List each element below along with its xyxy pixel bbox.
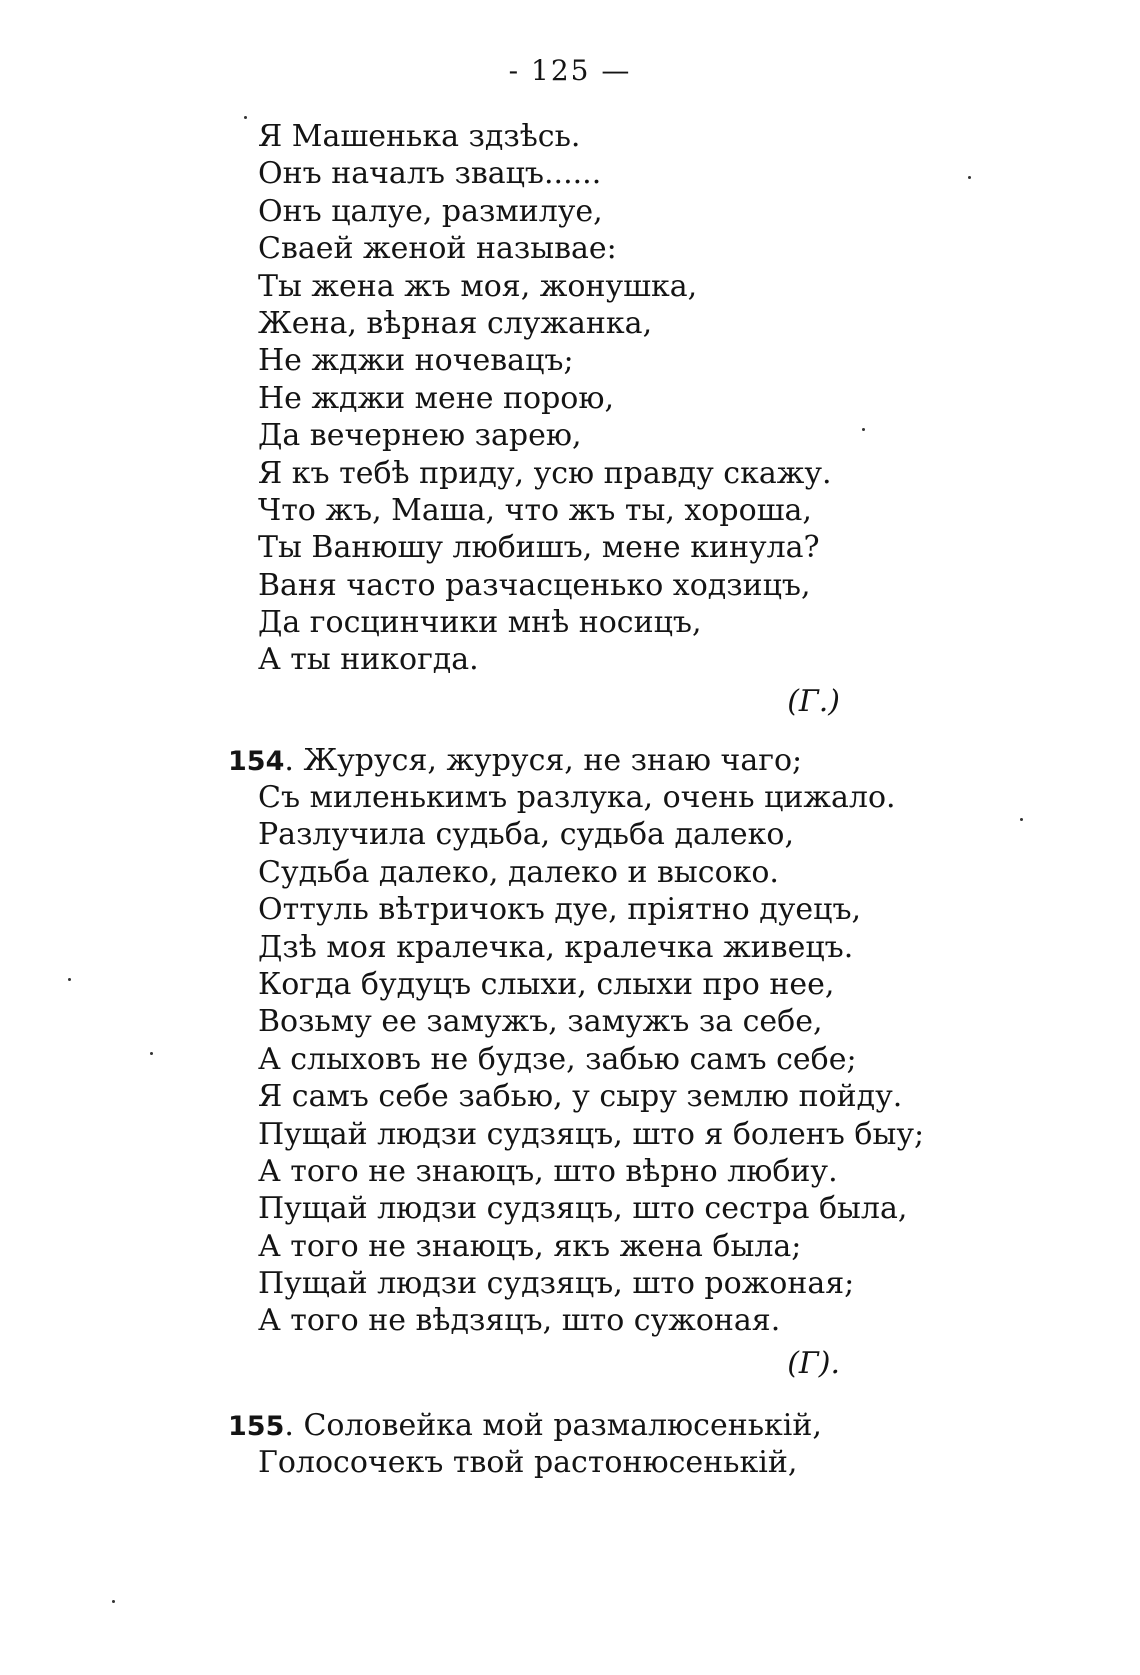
verse-line: Пущай людзи судзяцъ, што рожоная; [258, 1266, 855, 1302]
verse-line: . Журуся, журуся, не знаю чаго; [284, 743, 803, 778]
poem-153-stanza [258, 118, 958, 679]
verse-line: Да госцинчики мнѣ носицъ, [258, 605, 702, 641]
verse-line: Пущай людзи судзяцъ, што я боленъ быу; [258, 1116, 925, 1152]
verse-line: Онъ началъ звацъ...... [258, 156, 602, 192]
verse-line: Что жъ, Маша, что жъ ты, хороша, [258, 492, 812, 528]
source-mark: (Г.) [787, 684, 840, 719]
scan-speck [244, 116, 247, 119]
verse-line: А ты никогда. [258, 642, 479, 678]
source-mark: (Г). [787, 1346, 840, 1381]
scan-speck [112, 1600, 115, 1603]
verse-line: Пущай людзи судзяцъ, што сестра была, [258, 1191, 908, 1227]
verse-line: Сваей женой называе: [258, 231, 617, 267]
verse-line: Когда будуцъ слыхи, слыхи про нее, [258, 966, 835, 1002]
verse-line: А того не знаюцъ, якъ жена была; [258, 1228, 802, 1264]
verse-line: Я къ тебѣ приду, усю правду скажу. [258, 455, 832, 491]
page-number: - 125 — [508, 54, 632, 87]
verse-line: Ваня часто разчасценько ходзицъ, [258, 567, 811, 603]
verse-line: Голосочекъ твой растонюсенькій, [258, 1445, 798, 1480]
verse-line: Не жджи мене порою, [258, 380, 615, 416]
verse-line: Судьба далеко, далеко и высоко. [258, 854, 779, 890]
scan-speck [150, 1052, 153, 1055]
verse-line: Я Машенька здзѣсь. [258, 119, 581, 154]
poem-155-first-line [228, 1407, 988, 1444]
verse-line: Оттуль вѣтричокъ дуе, пріятно дуецъ, [258, 892, 862, 928]
verse-line: Возьму ее замужъ, замужъ за себе, [258, 1004, 823, 1040]
verse-line: Онъ цалуе, размилуе, [258, 193, 603, 229]
scan-speck [1020, 818, 1023, 821]
poem-number: 154 [228, 746, 285, 777]
verse-line: Не жджи ночевацъ; [258, 343, 574, 379]
poem-155-stanza [258, 1444, 958, 1481]
verse-line: Да вечернею зарею, [258, 418, 582, 454]
scan-speck [862, 428, 865, 431]
verse-line: Разлучила судьба, судьба далеко, [258, 817, 794, 853]
poem-number: 155 [228, 1411, 285, 1442]
verse-line: Жена, вѣрная служанка, [258, 305, 653, 341]
scan-speck [968, 176, 971, 179]
verse-line: Ты Ванюшу любишъ, мене кинула? [258, 530, 820, 566]
poem-154-stanza [258, 779, 958, 1340]
scan-speck [68, 978, 71, 981]
verse-line: А того не знаюцъ, што вѣрно любиу. [258, 1153, 838, 1189]
poem-154-first-line [228, 742, 988, 779]
verse-line: А слыховъ не будзе, забью самъ себе; [258, 1041, 857, 1077]
verse-line: Съ миленькимъ разлука, очень цижало. [258, 780, 896, 815]
verse-line: Дзѣ моя кралечка, кралечка живецъ. [258, 929, 854, 965]
verse-line: Ты жена жъ моя, жонушка, [258, 268, 698, 304]
verse-line: . Соловейка мой размалюсенькій, [284, 1408, 822, 1443]
verse-line: Я самъ себе забью, у сыру землю пойду. [258, 1079, 903, 1115]
verse-line: А того не вѣдзяцъ, што сужоная. [258, 1303, 781, 1339]
